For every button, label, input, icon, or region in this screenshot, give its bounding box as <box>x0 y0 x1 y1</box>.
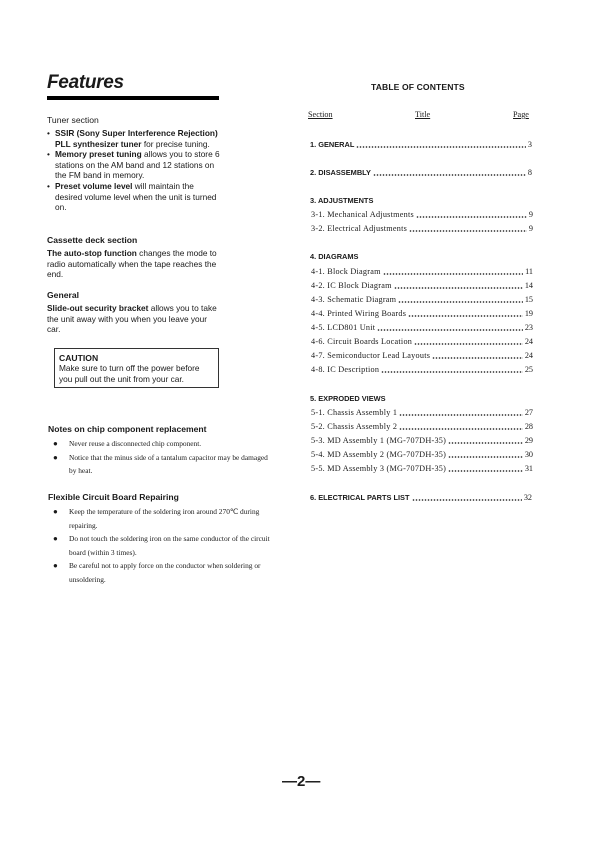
bullet-icon: ● <box>53 452 58 462</box>
list-item: ● Do not touch the soldering iron on the same conductor of the circuit board (within 3 times). <box>53 534 270 557</box>
list-item: ● Keep the temperature of the soldering iron around 270℃ during repairing. <box>53 507 260 530</box>
toc-entry[interactable]: 5-4. MD Assembly 2 (MG-707DH-35) 30 <box>311 450 533 459</box>
general-section <box>47 290 222 335</box>
flex-repair-list <box>48 505 274 587</box>
toc-entry[interactable]: 4-7. Semiconductor Lead Layouts 24 <box>311 351 533 360</box>
bullet-icon: • <box>47 128 50 138</box>
toc-entry[interactable]: 5-2. Chassis Assembly 2 28 <box>311 422 533 431</box>
cassette-section <box>47 235 222 280</box>
toc-entry[interactable]: 4-8. IC Description 25 <box>311 365 533 374</box>
caution-title: CAUTION <box>59 353 99 363</box>
features-title: Features <box>47 72 124 93</box>
bullet-icon: ● <box>53 439 58 448</box>
chip-notes-section <box>48 424 273 478</box>
bullet-icon: ● <box>53 534 58 544</box>
toc-entry[interactable]: 4-5. LCD801 Unit 23 <box>311 323 533 332</box>
toc-entry[interactable]: 3-2. Electrical Adjustments 9 <box>311 224 533 233</box>
dot-leader <box>412 499 522 501</box>
dot-leader <box>409 230 527 232</box>
caution-text: Make sure to turn off the power before you pull out the unit from your car. <box>59 363 200 384</box>
toc-entry[interactable]: 5-3. MD Assembly 1 (MG-707DH-35) 29 <box>311 436 533 445</box>
tuner-item: • Memory preset tuning allows you to store 6 stations on the AM band and 12 stations on the FM band in memory. <box>47 149 220 181</box>
dot-leader <box>377 329 523 331</box>
toc-entry[interactable]: 4-6. Circuit Boards Location 24 <box>311 337 533 346</box>
toc-title: TABLE OF CONTENTS <box>371 82 465 92</box>
dot-leader <box>399 428 523 430</box>
dot-leader <box>398 301 523 303</box>
general-text: Slide-out security bracket allows you to take the unit away with you when you leave your car. <box>47 303 217 335</box>
toc-entry[interactable]: 4-4. Printed Wiring Boards 19 <box>311 309 533 318</box>
toc-heading-diagrams: 4. DIAGRAMS <box>310 252 359 261</box>
toc-header-title: Title <box>415 110 431 119</box>
page-number: —2— <box>282 773 321 790</box>
bullet-icon: • <box>47 180 50 191</box>
flex-repair-heading: Flexible Circuit Board Repairing <box>48 492 179 502</box>
toc-entry[interactable]: 4-2. IC Block Diagram 14 <box>311 281 533 290</box>
dot-leader <box>373 174 526 176</box>
cassette-heading: Cassette deck section <box>47 235 138 245</box>
toc-entry-disassembly[interactable]: 2. DISASSEMBLY 8 <box>310 168 532 177</box>
flex-repair-section <box>48 492 274 587</box>
bullet-icon: • <box>47 149 50 160</box>
toc-header-section: Section <box>308 110 333 119</box>
bullet-icon: ● <box>53 561 58 571</box>
features-title-rule <box>47 96 219 100</box>
dot-leader <box>399 414 523 416</box>
chip-notes-heading: Notes on chip component replacement <box>48 424 207 434</box>
dot-leader <box>448 456 523 458</box>
toc-entry-general[interactable]: 1. GENERAL 3 <box>310 140 532 149</box>
chip-notes-list <box>48 437 273 478</box>
list-item: ● Be careful not to apply force on the conductor when soldering or unsoldering. <box>53 561 261 584</box>
general-heading: General <box>47 290 80 300</box>
tuner-section <box>47 115 222 213</box>
caution-box <box>54 348 219 388</box>
toc-entry[interactable]: 4-3. Schematic Diagram 15 <box>311 295 533 304</box>
dot-leader <box>356 146 526 148</box>
list-item: ● Never reuse a disconnected chip component. <box>48 437 273 451</box>
toc-entry[interactable]: 4-1. Block Diagram 11 <box>311 267 533 276</box>
dot-leader <box>416 216 527 218</box>
dot-leader <box>381 371 523 373</box>
bullet-icon: ● <box>53 507 58 516</box>
tuner-item: • SSIR (Sony Super Interference Rejection) PLL synthesizer tuner for precise tuning. <box>47 128 218 149</box>
toc-header-page: Page <box>513 110 529 119</box>
dot-leader <box>414 343 523 345</box>
dot-leader <box>448 470 523 472</box>
tuner-heading: Tuner section <box>47 115 99 125</box>
toc-heading-exploded-views: 5. EXPRODED VIEWS <box>310 394 386 403</box>
list-item: ● Notice that the minus side of a tantalum capacitor may be damaged by heat. <box>53 452 268 476</box>
toc-heading-adjustments: 3. ADJUSTMENTS <box>310 196 374 205</box>
dot-leader <box>394 287 523 289</box>
dot-leader <box>408 315 523 317</box>
dot-leader <box>383 273 523 275</box>
toc-entry[interactable]: 5-5. MD Assembly 3 (MG-707DH-35) 31 <box>311 464 533 473</box>
toc-entry[interactable]: 5-1. Chassis Assembly 1 27 <box>311 408 533 417</box>
tuner-item: • Preset volume level will maintain the desired volume level when the unit is turned on. <box>47 180 217 213</box>
features-section <box>47 72 222 100</box>
toc-entry-parts-list[interactable]: 6. ELECTRICAL PARTS LIST 32 <box>310 493 532 502</box>
dot-leader <box>432 357 523 359</box>
toc-entry[interactable]: 3-1. Mechanical Adjustments 9 <box>311 210 533 219</box>
dot-leader <box>448 442 523 444</box>
cassette-text: The auto-stop function changes the mode to radio automatically when the tape reaches the end. <box>47 248 217 280</box>
